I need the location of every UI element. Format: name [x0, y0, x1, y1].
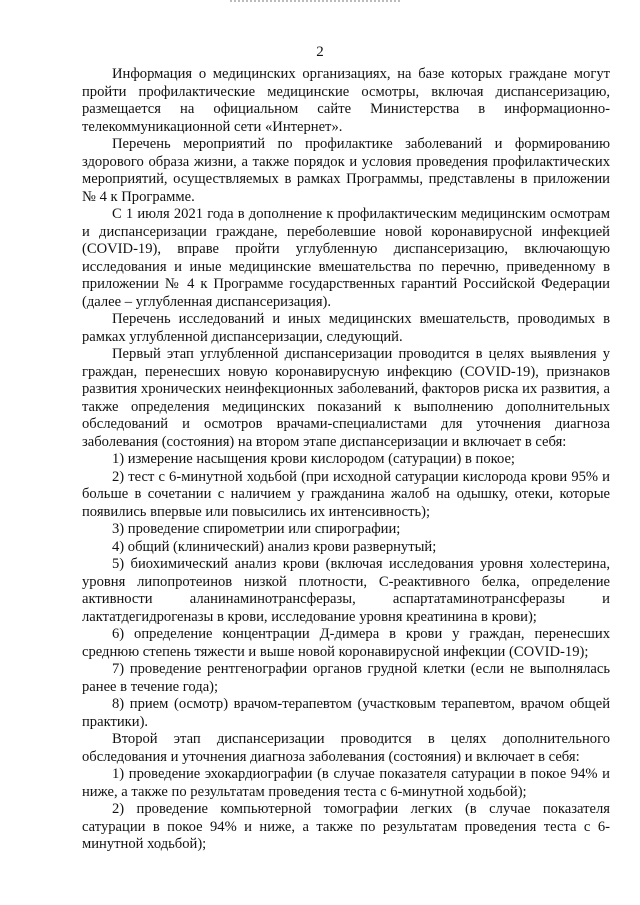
document-body: [82, 66, 610, 854]
paragraph-second-stage: Второй этап диспансеризации проводится в целях дополнительного обследования и уточнения диагноза заболевания (состояния) и включает в себя:: [82, 731, 610, 765]
list-item-1-7: 7) проведение рентгенографии органов грудной клетки (если не выполнялась ранее в течение года);: [82, 661, 610, 695]
scan-artifact: [230, 0, 400, 6]
page-number: 2: [316, 44, 324, 60]
paragraph-first-stage: Первый этап углубленной диспансеризации проводится в целях выявления у граждан, перенесших новую коронавирусную инфекцию (COVID-19), признаков развития хронических неинфекционных заболеваний, факторов риска их развития, а также определения медицинских показаний к выполнению дополнительных обследований и осмотров врачами-специалистами для уточнения диагноза заболевания (состояния) на втором этапе диспансеризации и включает в себя:: [82, 346, 610, 450]
paragraph-in-depth-exam-intro: С 1 июля 2021 года в дополнение к профилактическим медицинским осмотрам и диспансеризации граждане, переболевшие новой коронавирусной инфекцией (COVID-19), вправе пройти углубленную диспансеризацию, включающую исследования и иные медицинские вмешательства по перечню, приведенному в приложении № 4 к Программе государственных гарантий Российской Федерации (далее – углубленная диспансеризация).: [82, 206, 610, 310]
list-item-1-3: 3) проведение спирометрии или спирографии;: [112, 521, 401, 537]
list-item-1-8: 8) прием (осмотр) врачом-терапевтом (участковым терапевтом, врачом общей практики).: [82, 696, 610, 730]
paragraph-exam-list-intro: Перечень исследований и иных медицинских вмешательств, проводимых в рамках углубленной диспансеризации, следующий.: [82, 311, 610, 345]
list-item-1-1: 1) измерение насыщения крови кислородом (сатурации) в покое;: [112, 451, 515, 467]
list-item-1-6: 6) определение концентрации Д-димера в крови у граждан, перенесших среднюю степень тяжести и выше новой коронавирусной инфекции (COVID-19);: [82, 626, 610, 660]
list-item-2-2: 2) проведение компьютерной томографии легких (в случае показателя сатурации в покое 94% и ниже, а также по результатам проведения теста с 6-минутной ходьбой);: [82, 801, 610, 852]
list-item-1-2: 2) тест с 6-минутной ходьбой (при исходной сатурации кислорода крови 95% и больше в сочетании с наличием у гражданина жалоб на одышку, отеки, которые появились впервые или повысились их интенсивность);: [82, 468, 610, 520]
paragraph-prevention-measures: Перечень мероприятий по профилактике заболеваний и формированию здорового образа жизни, а также порядок и условия проведения профилактических мероприятий, осуществляемых в рамках Программы, представлены в приложении № 4 к Программе.: [82, 136, 610, 205]
paragraph-medical-organizations-info: Информация о медицинских организациях, на базе которых граждане могут пройти профилактические медицинские осмотры, включая диспансеризацию, размещается на официальном сайте Министерства в информационно-телекоммуникационной сети «Интернет».: [82, 66, 610, 135]
list-item-2-1: 1) проведение эхокардиографии (в случае показателя сатурации в покое 94% и ниже, а также по результатам проведения теста с 6-минутной ходьбой);: [82, 766, 610, 800]
list-item-1-5: 5) биохимический анализ крови (включая исследования уровня холестерина, уровня липопротеинов низкой плотности, С-реактивного белка, определение активности аланинаминотрансферазы, аспартатаминотрансферазы и лактатдегидрогеназы в крови, исследование уровня креатинина в крови);: [82, 556, 610, 625]
list-item-1-4: 4) общий (клинический) анализ крови развернутый;: [112, 538, 437, 555]
